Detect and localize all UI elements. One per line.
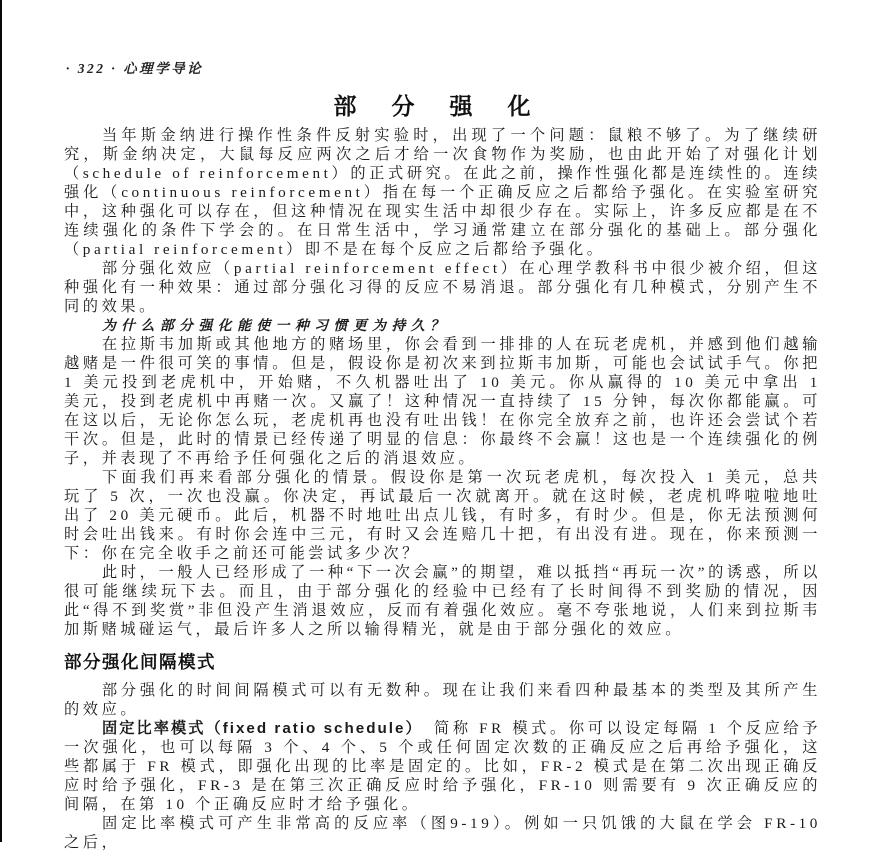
paragraph-fixed-ratio-response-rate: 固定比率模式可产生非常高的反应率（图9-19）。例如一只饥饿的大鼠在学会 FR-10 之后，	[64, 815, 821, 851]
paragraph-fixed-ratio-schedule	[64, 719, 821, 814]
fixed-ratio-description: 简称 FR 模式。你可以设定每隔 1 个反应给予一次强化，也可以每隔 3 个、4 个、5 个或任何固定次数的正确反应之后再给予强化，这些都属于 FR 模式，即强化出现的比率是固定的。比如，FR-2 模式是在第二次出现正确反应时给予强化，FR-3 是在第三次正确反应时给予强化，FR-10 则需要有 9 次正确反应的间隔，在第 10 个正确反应时才给予强化。	[64, 720, 822, 813]
scan-edge-line	[0, 0, 2, 842]
paragraph-las-vegas-continuous-example: 在拉斯韦加斯或其他地方的赌场里，你会看到一排排的人在玩老虎机，并感到他们越输越赌是一件很可笑的事情。但是，假设你是初次来到拉斯韦加斯，可能也会试试手气。你把 1 美元投到老虎机中，开始赌，不久机器吐出了 10 美元。你从赢得的 10 美元中拿出 1 美元，投到老虎机中再赌一次。又赢了！这种情况一直持续了 15 分钟，每次你都能赢。可在这以后，无论你怎么玩，老虎机再也没有吐出钱！在你完全放弃之前，也许还会尝试个若干次。但是，此时的情景已经传递了明显的信息：你最终不会赢！这也是一个连续强化的例子，并表现了不再给予任何强化之后的消退效应。	[64, 336, 821, 467]
running-head-page-number: · 322 · 心理学导论	[66, 61, 204, 76]
paragraph-next-win-expectation: 此时，一般人已经形成了一种“下一次会赢”的期望，难以抵挡“再玩一次”的诱惑，所以很可能继续玩下去。而且，由于部分强化的经验中已经有了长时间得不到奖励的情况，因此“得不到奖赏”非但没产生消退效应，反而有着强化效应。毫不夸张地说，人们来到拉斯韦加斯赌城碰运气，最后许多人之所以输得精光，就是由于部分强化的效应。	[64, 564, 821, 638]
section-heading-interval-schedules: 部分强化间隔模式	[64, 652, 216, 672]
question-line-why-persistent: 为什么部分强化能使一种习惯更为持久？	[102, 318, 450, 333]
paragraph-partial-reinforcement-effect: 部分强化效应（partial reinforcement effect）在心理学教科书中很少被介绍，但这种强化有一种效果：通过部分强化习得的反应不易消退。部分强化有几种模式，分别产生不同的效果。	[64, 260, 821, 315]
page-body	[64, 126, 821, 852]
page-title: 部 分 强 化	[333, 93, 537, 119]
paragraph-four-basic-types: 部分强化的时间间隔模式可以有无数种。现在让我们来看四种最基本的类型及其所产生的效应。	[64, 682, 821, 718]
paragraph-partial-reinforcement-slot-example: 下面我们再来看部分强化的情景。假设你是第一次玩老虎机，每次投入 1 美元，总共玩了 5 次，一次也没赢。你决定，再试最后一次就离开。就在这时候，老虎机哗啦啦地吐出了 20 美元硬币。此后，机器不时地吐出点儿钱，有时多，有时少。但是，你无法预测何时会吐出钱来。有时你会连中三元，有时又会连赔几十把，有出没有进。现在，你来预测一下：你在完全收手之前还可能尝试多少次？	[64, 469, 821, 562]
paragraph-intro-reinforcement-schedule: 当年斯金纳进行操作性条件反射实验时，出现了一个问题：鼠粮不够了。为了继续研究，斯金纳决定，大鼠每反应两次之后才给一次食物作为奖励，也由此开始了对强化计划（schedule of reinforcement）的正式研究。在此之前，操作性强化都是连续性的。连续强化（continuous reinforcement）指在每一个正确反应之后都给予强化。在实验室研究中，这种强化可以存在，但这种情况在现实生活中却很少存在。实际上，许多反应都是在不连续强化的条件下学会的。在日常生活中，学习通常建立在部分强化的基础上。部分强化（partial reinforcement）即不是在每个反应之后都给予强化。	[64, 127, 821, 258]
fixed-ratio-term-label: 固定比率模式（fixed ratio schedule）	[102, 720, 416, 737]
